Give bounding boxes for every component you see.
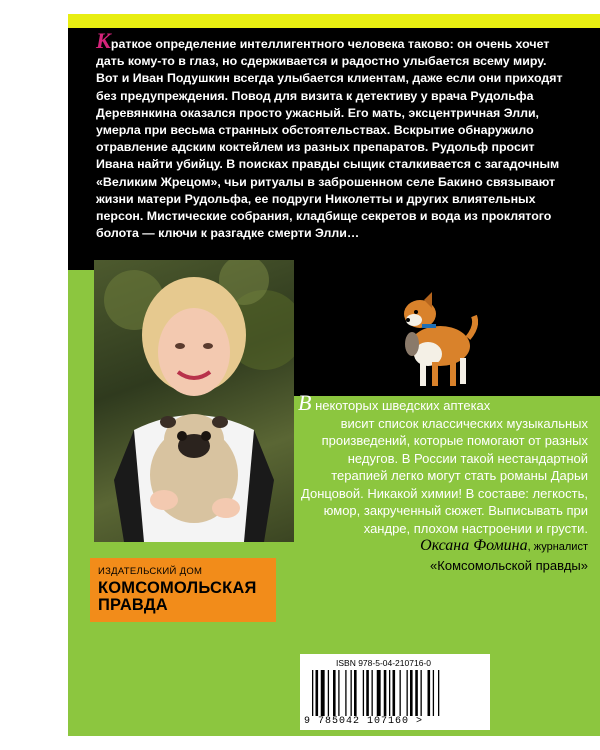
synopsis-dropcap: К bbox=[96, 28, 111, 53]
barcode-bar bbox=[372, 670, 373, 716]
barcode-bar bbox=[328, 670, 329, 716]
barcode-bar bbox=[433, 670, 434, 716]
author-photo bbox=[94, 260, 294, 542]
publisher-name bbox=[98, 580, 257, 614]
barcode-bar bbox=[338, 670, 339, 716]
barcode-bar bbox=[363, 670, 364, 716]
publisher-small-label: ИЗДАТЕЛЬСКИЙ ДОМ bbox=[98, 566, 203, 577]
barcode-bar bbox=[389, 670, 390, 716]
review-quote bbox=[298, 390, 588, 574]
quote-dropcap: В bbox=[298, 390, 312, 415]
barcode-bar bbox=[407, 670, 408, 716]
dog-illustration bbox=[398, 276, 478, 396]
quote-author-line bbox=[298, 537, 588, 557]
quote-first-line bbox=[298, 390, 588, 415]
barcode-bar bbox=[438, 670, 439, 716]
quote-first-text: некоторых шведских аптеках bbox=[311, 398, 491, 413]
ean-number: 9 785042 107160 > bbox=[304, 716, 424, 727]
isbn-label: ISBN 978-5-04-210716-0 bbox=[336, 658, 431, 668]
quote-author: Оксана Фомина bbox=[420, 537, 528, 554]
barcode-bar bbox=[393, 670, 396, 716]
barcode-bar bbox=[312, 670, 313, 716]
barcode-bar bbox=[333, 670, 336, 716]
author-photo-illustration bbox=[94, 260, 294, 542]
barcode-bar bbox=[400, 670, 401, 716]
barcode-bar bbox=[377, 670, 381, 716]
barcode bbox=[300, 654, 490, 730]
synopsis-body: раткое определение интеллигентного человека таково: он очень хочет дать кому-то в глаз, но сдерживается и радостно улыбается всему миру. Вот и Иван Подушкин всегда улыбается клиентам, даже если они приходят без предупреждения. Повод для визита к детективу у врача Рудольфа Деревянкина оказался просто ужасный. Его мать, эксцентричная Элли, умерла при весьма странных обстоятельствах. Вскрытие обнаружило отравление адским коктейлем из разных препаратов. Рудольф просит Ивана найти убийцу. В поисках правды сыщик сталкивается с загадочным «Великим Жрецом», чьи ритуалы в заброшенном селе Бакино связывают жизни матери Рудольфа, ее подруги Николетты и других влиятельных персон. Мистические собрания, кладбище секретов и вода из проклятого болота — ключи к разгадке смерти Элли… bbox=[96, 37, 563, 241]
book-back-cover bbox=[68, 14, 600, 736]
publisher-logo bbox=[90, 558, 276, 622]
barcode-bar bbox=[345, 670, 346, 716]
quote-source: «Комсомольской правды» bbox=[430, 557, 588, 573]
synopsis-text bbox=[96, 28, 566, 242]
barcode-bar bbox=[410, 670, 413, 716]
publisher-name-line1: КОМСОМОЛЬСКАЯ bbox=[98, 579, 257, 597]
barcode-bar bbox=[421, 670, 422, 716]
publisher-name-line2: ПРАВДА bbox=[98, 596, 168, 614]
barcode-bars bbox=[312, 670, 478, 716]
barcode-bar bbox=[428, 670, 431, 716]
barcode-bar bbox=[321, 670, 325, 716]
yellow-band bbox=[68, 14, 600, 28]
barcode-bar bbox=[351, 670, 352, 716]
barcode-bar bbox=[415, 670, 418, 716]
barcode-bar bbox=[354, 670, 357, 716]
barcode-bar bbox=[384, 670, 387, 716]
quote-body: висит список классических музыкальных произведений, которые помогают от разных недугов. В России такой нестандартной терапией легко могут стать романы Дарьи Донцовой. Никакой химии! В составе: легкость, юмор, закрученный сюжет. Выписывать при хандре, плохом настроении и грусти. bbox=[301, 415, 588, 536]
barcode-bar bbox=[366, 670, 369, 716]
barcode-bar bbox=[316, 670, 319, 716]
quote-author-role: , журналист bbox=[527, 541, 588, 553]
